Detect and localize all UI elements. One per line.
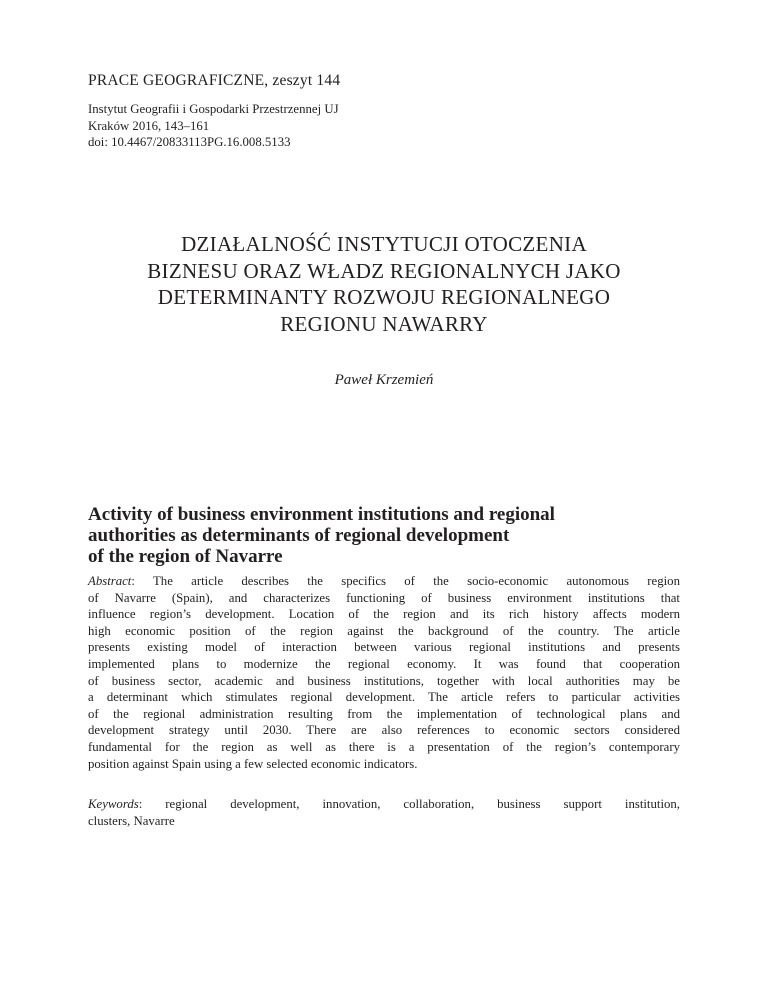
english-title — [88, 504, 555, 567]
institute-line: Instytut Geografii i Gospodarki Przestrzennej UJ — [88, 102, 339, 116]
keywords-line — [88, 796, 680, 813]
abstract-line: development strategy until 2030. There are also references to economic sectors considered — [88, 723, 680, 738]
abstract-line: presents existing model of interaction between various regional institutions and presents — [88, 640, 680, 655]
abstract-line: of the regional administration resulting from the implementation of technological plans and — [88, 706, 680, 721]
english-title-line: authorities as determinants of regional development — [88, 525, 510, 546]
keywords-line-text: regional development, innovation, collaboration, business support institution, — [165, 797, 680, 811]
abstract-line: high economic position of the region against the background of the country. The article — [88, 623, 680, 638]
abstract-line: of Navarre (Spain), and characterizes functioning of business environment institutions that — [88, 590, 680, 605]
polish-title-line: DETERMINANTY ROZWOJU REGIONALNEGO — [157, 285, 611, 309]
abstract-line — [88, 573, 680, 590]
journal-name: PRACE GEOGRAFICZNE, zeszyt 144 — [88, 72, 341, 89]
english-title-line: Activity of business environment institutions and regional — [88, 504, 555, 525]
author-name: Paweł Krzemień — [334, 372, 434, 388]
keywords-label: Keywords — [88, 797, 139, 811]
keywords — [88, 796, 680, 829]
doi-line: doi: 10.4467/20833113PG.16.008.5133 — [88, 135, 291, 149]
keywords-separator: : — [138, 797, 166, 811]
polish-title-line: DZIAŁALNOŚĆ INSTYTUCJI OTOCZENIA — [181, 232, 587, 256]
abstract-line: position against Spain using a few selected economic indicators. — [88, 756, 418, 771]
polish-title-line: REGIONU NAWARRY — [280, 311, 488, 336]
abstract-line: fundamental for the region as well as there is a presentation of the region’s contemporary — [88, 739, 680, 754]
abstract-label: Abstract — [88, 574, 132, 588]
abstract-line-text: The article describes the specifics of the socio-economic autonomous region — [152, 574, 680, 588]
abstract — [88, 573, 680, 772]
abstract-line: implemented plans to modernize the regional economy. It was found that cooperation — [88, 656, 680, 671]
abstract-separator: : — [131, 574, 153, 588]
keywords-line: clusters, Navarre — [88, 813, 175, 828]
polish-title-line: BIZNESU ORAZ WŁADZ REGIONALNYCH JAKO — [147, 258, 621, 283]
abstract-line: a determinant which stimulates regional development. The article refers to particular activities — [88, 690, 680, 705]
place-pages-line: Kraków 2016, 143–161 — [88, 118, 210, 133]
polish-title — [88, 231, 680, 337]
abstract-line: of business sector, academic and business institutions, together with local authorities may be — [88, 673, 680, 688]
abstract-line: influence region’s development. Location of the region and its rich history affects modern — [88, 607, 680, 622]
publication-metadata — [88, 101, 339, 151]
english-title-line: of the region of Navarre — [88, 546, 283, 567]
